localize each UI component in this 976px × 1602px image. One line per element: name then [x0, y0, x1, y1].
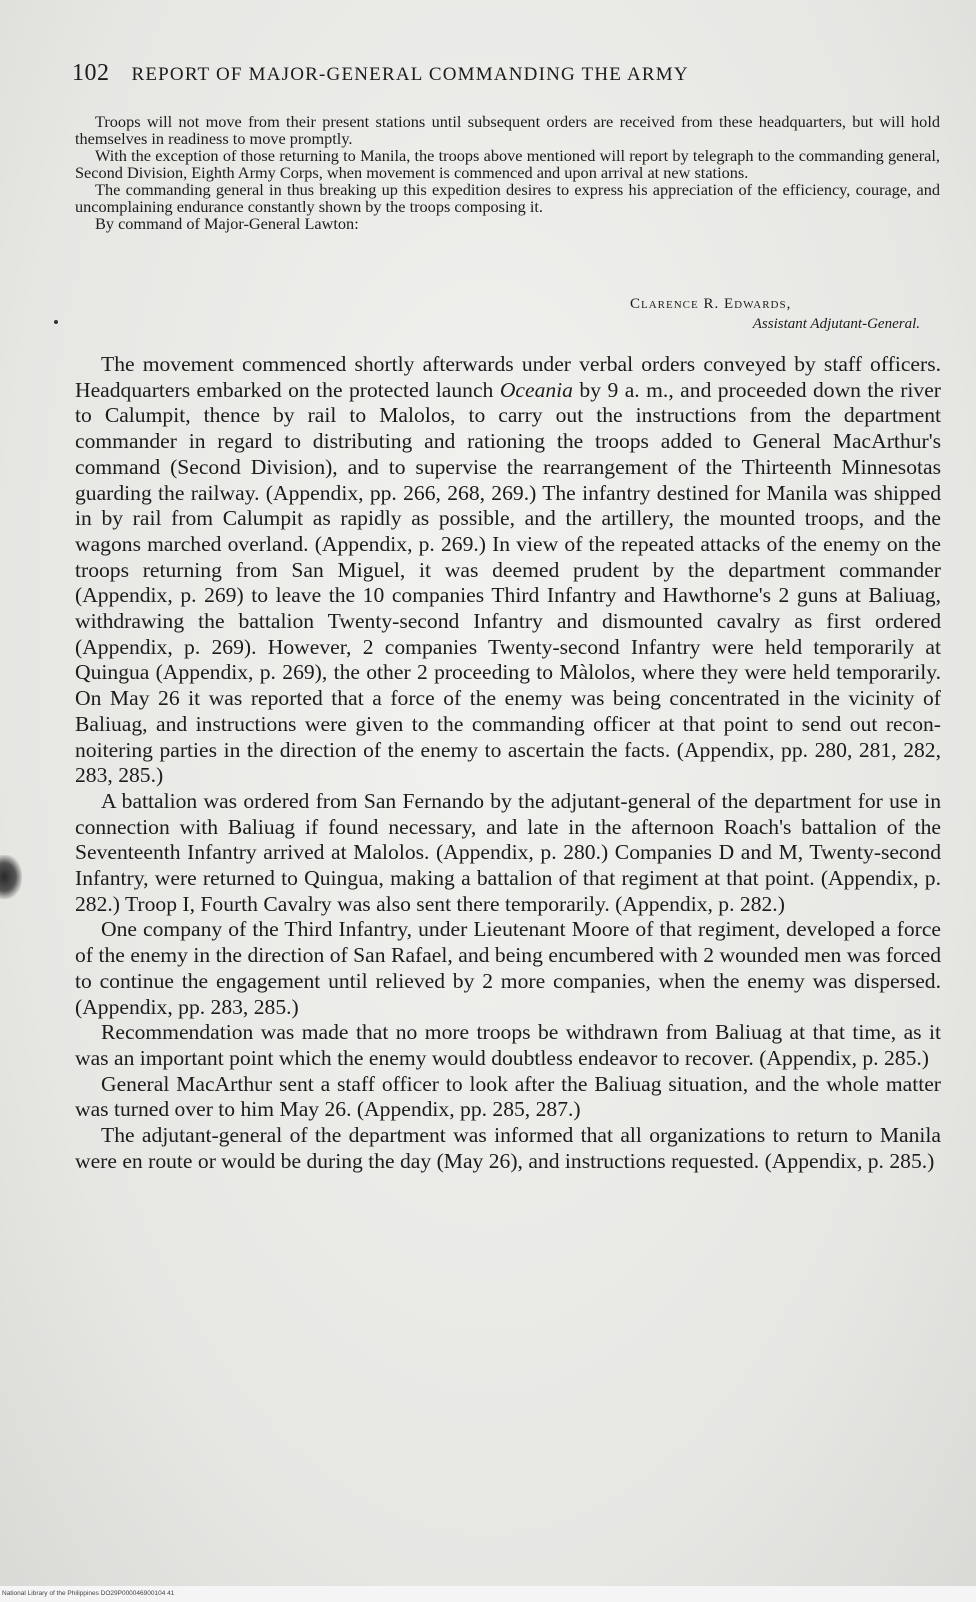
- order-paragraph: Troops will not move from their present stations until subsequent orders are received from these headquarters, but will hold themselves in readiness to move promptly.: [75, 112, 940, 148]
- signature-block: [580, 294, 920, 334]
- body-paragraph: General MacArthur sent a staff officer to look after the Baliuag situation, and the whole matter was turned over to him May 26. (Appendix, pp. 285, 287.): [75, 1071, 941, 1122]
- running-title: REPORT OF MAJOR-GENERAL COMMANDING THE ARMY: [131, 64, 689, 85]
- order-paragraph: By command of Major-General Lawton:: [95, 214, 359, 233]
- signature-name: Clarence R. Edwards,: [630, 296, 792, 312]
- ink-speck: [54, 320, 58, 324]
- body-paragraph: Recommendation was made that no more troops be withdrawn from Baliuag at that time, as it was an important point which the enemy would doubtless endeavor to recover. (Appendix, p. 285.): [75, 1020, 941, 1070]
- body-paragraph: [75, 352, 941, 789]
- body-paragraph: The adjutant-general of the department was informed that all organizations to return to Manila were en route or would be during the day (May 26), and instructions requested. (Appendix, p. 285.): [75, 1123, 941, 1173]
- signature-title: Assistant Adjutant-General.: [752, 316, 920, 332]
- ink-blot: [0, 855, 22, 899]
- order-paragraph: The commanding general in thus breaking up this expedition desires to express his appreciation of the efficiency, courage, and uncomplaining endurance constantly shown by the troops composing it.: [75, 180, 940, 216]
- main-text-block: [75, 352, 941, 1175]
- paragraph-start: The movement commenced shortly afterwards under verbal orders conveyed by staff officers. Headquarters embarked on the protected launch Oceania by 9 a. m., and proceeded down the river to Calumpit, thence by rail to Malolos, to carry out the instructions from the department commander in regard to distributing and rationing the troops added to General MacArthur's command (Second Division), and to supervise the rearrangement of the Thirteenth Minnesotas guarding the railway. (Appendix, pp. 266, 268, 269.) The infantry destined for Manila was shipped in by rail from Calumpit as rapidly as possible, and the artillery, the mounted troops, and the wagons marched overland. (Appendix, p. 269.) In view of the repeated attacks of the enemy on the troops returning from San Miguel, it was deemed prudent by the department commander (Appendix, p. 269) to leave the 10 companies Third Infantry and Hawthorne's 2 guns at Baliuag, withdrawing the battalion Twenty-second Infantry and dismounted cavalry as first ordered (Appendix, p. 269). However, 2 companies Twenty-second Infantry were held temporarily at Quingua (Appendix, p. 269), the other 2 proceeding to Màlolos, where they were held temporarily. On May 26 it was reported that a force of the enemy was being concentrated in the vicinity of Baliuag, and instructions were given to the commanding officer at that point to send out reconnoitering parties in the direction of the enemy to ascertain the facts. (Appendix, pp. 280, 281, 282, 283, 285.): [75, 352, 942, 788]
- order-paragraph: With the exception of those returning to Manila, the troops above mentioned will report by telegraph to the commanding general, Second Division, Eighth Army Corps, when movement is commenced and upon arrival at new stations.: [75, 146, 940, 182]
- body-paragraph: A battalion was ordered from San Fernando by the adjutant-general of the department for use in connection with Baliuag if found necessary, and late in the afternoon Roach's battalion of the Seventeenth Infantry arrived at Malolos. (Appendix, p. 280.) Companies D and M, Twenty-second Infantry, were returned to Quingua, making a battalion of that regiment at that point. (Appendix, p. 282.) Troop I, Fourth Cavalry was also sent there temporarily. (Appendix, p. 282.): [75, 788, 941, 916]
- order-text-block: [75, 113, 940, 232]
- scan-credit: National Library of the Philippines DO29P000046900104 41: [2, 1590, 175, 1597]
- body-paragraph: One company of the Third Infantry, under Lieutenant Moore of that regiment, developed a force of the enemy in the direction of San Rafael, and being encumbered with 2 wounded men was forced to continue the engagement until relieved by 2 more companies, when the enemy was dispersed. (Appendix, pp. 283, 285.): [75, 917, 941, 1019]
- running-header: [72, 60, 932, 87]
- page-number: 102: [72, 60, 110, 86]
